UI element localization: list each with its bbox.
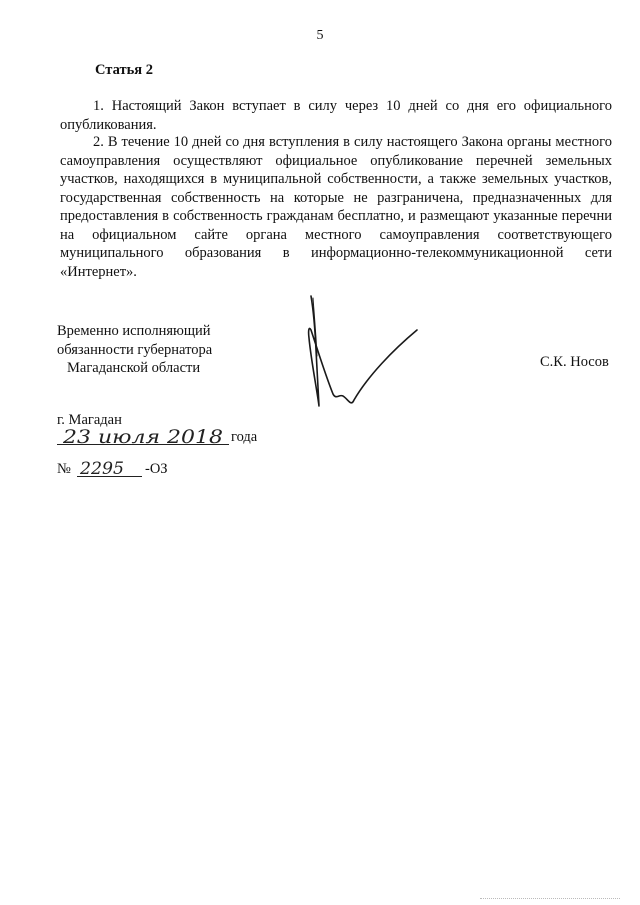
signatory-title-line: Магаданской области [67,360,201,376]
date-suffix: года [231,429,258,445]
date-underline [57,444,229,445]
number-suffix: -ОЗ [145,461,168,477]
svg-text:23 июля 2018: 23 июля 2018 [61,426,224,448]
scan-edge-mark [480,898,620,899]
number-sign: № [57,461,71,477]
signatory-name: С.К. Носов [540,354,609,370]
number-underline [77,476,142,477]
signatory-title [57,322,237,378]
article-heading: Статья 2 [95,62,153,78]
svg-text:2295: 2295 [78,459,124,479]
signatory-title-line: Временно исполняющий [57,323,211,339]
signatory-title-line: обязанности губернатора [57,341,213,358]
page-number: 5 [316,28,324,43]
paragraph-1: 1. Настоящий Закон вступает в силу через 10 дней со дня его официального опубликования. [60,98,612,133]
handwritten-signature [295,290,435,425]
city: г. Магадан [57,412,122,428]
paragraph-2: 2. В течение 10 дней со дня вступления в силу настоящего Закона органы местного самоуправления осуществляют официальное опубликование перечней земельных участков, находящихся в муниципальной собственности, а также земельных участков, государственная собственность на которые не разграничена, предназначенных для предоставления в собственность гражданам бесплатно, и размещают указанные перечни на официальном сайте органа местного самоуправления соответствующего муниципального образования в информационно-телекоммуникационной сети «Интернет». [60,134,612,280]
